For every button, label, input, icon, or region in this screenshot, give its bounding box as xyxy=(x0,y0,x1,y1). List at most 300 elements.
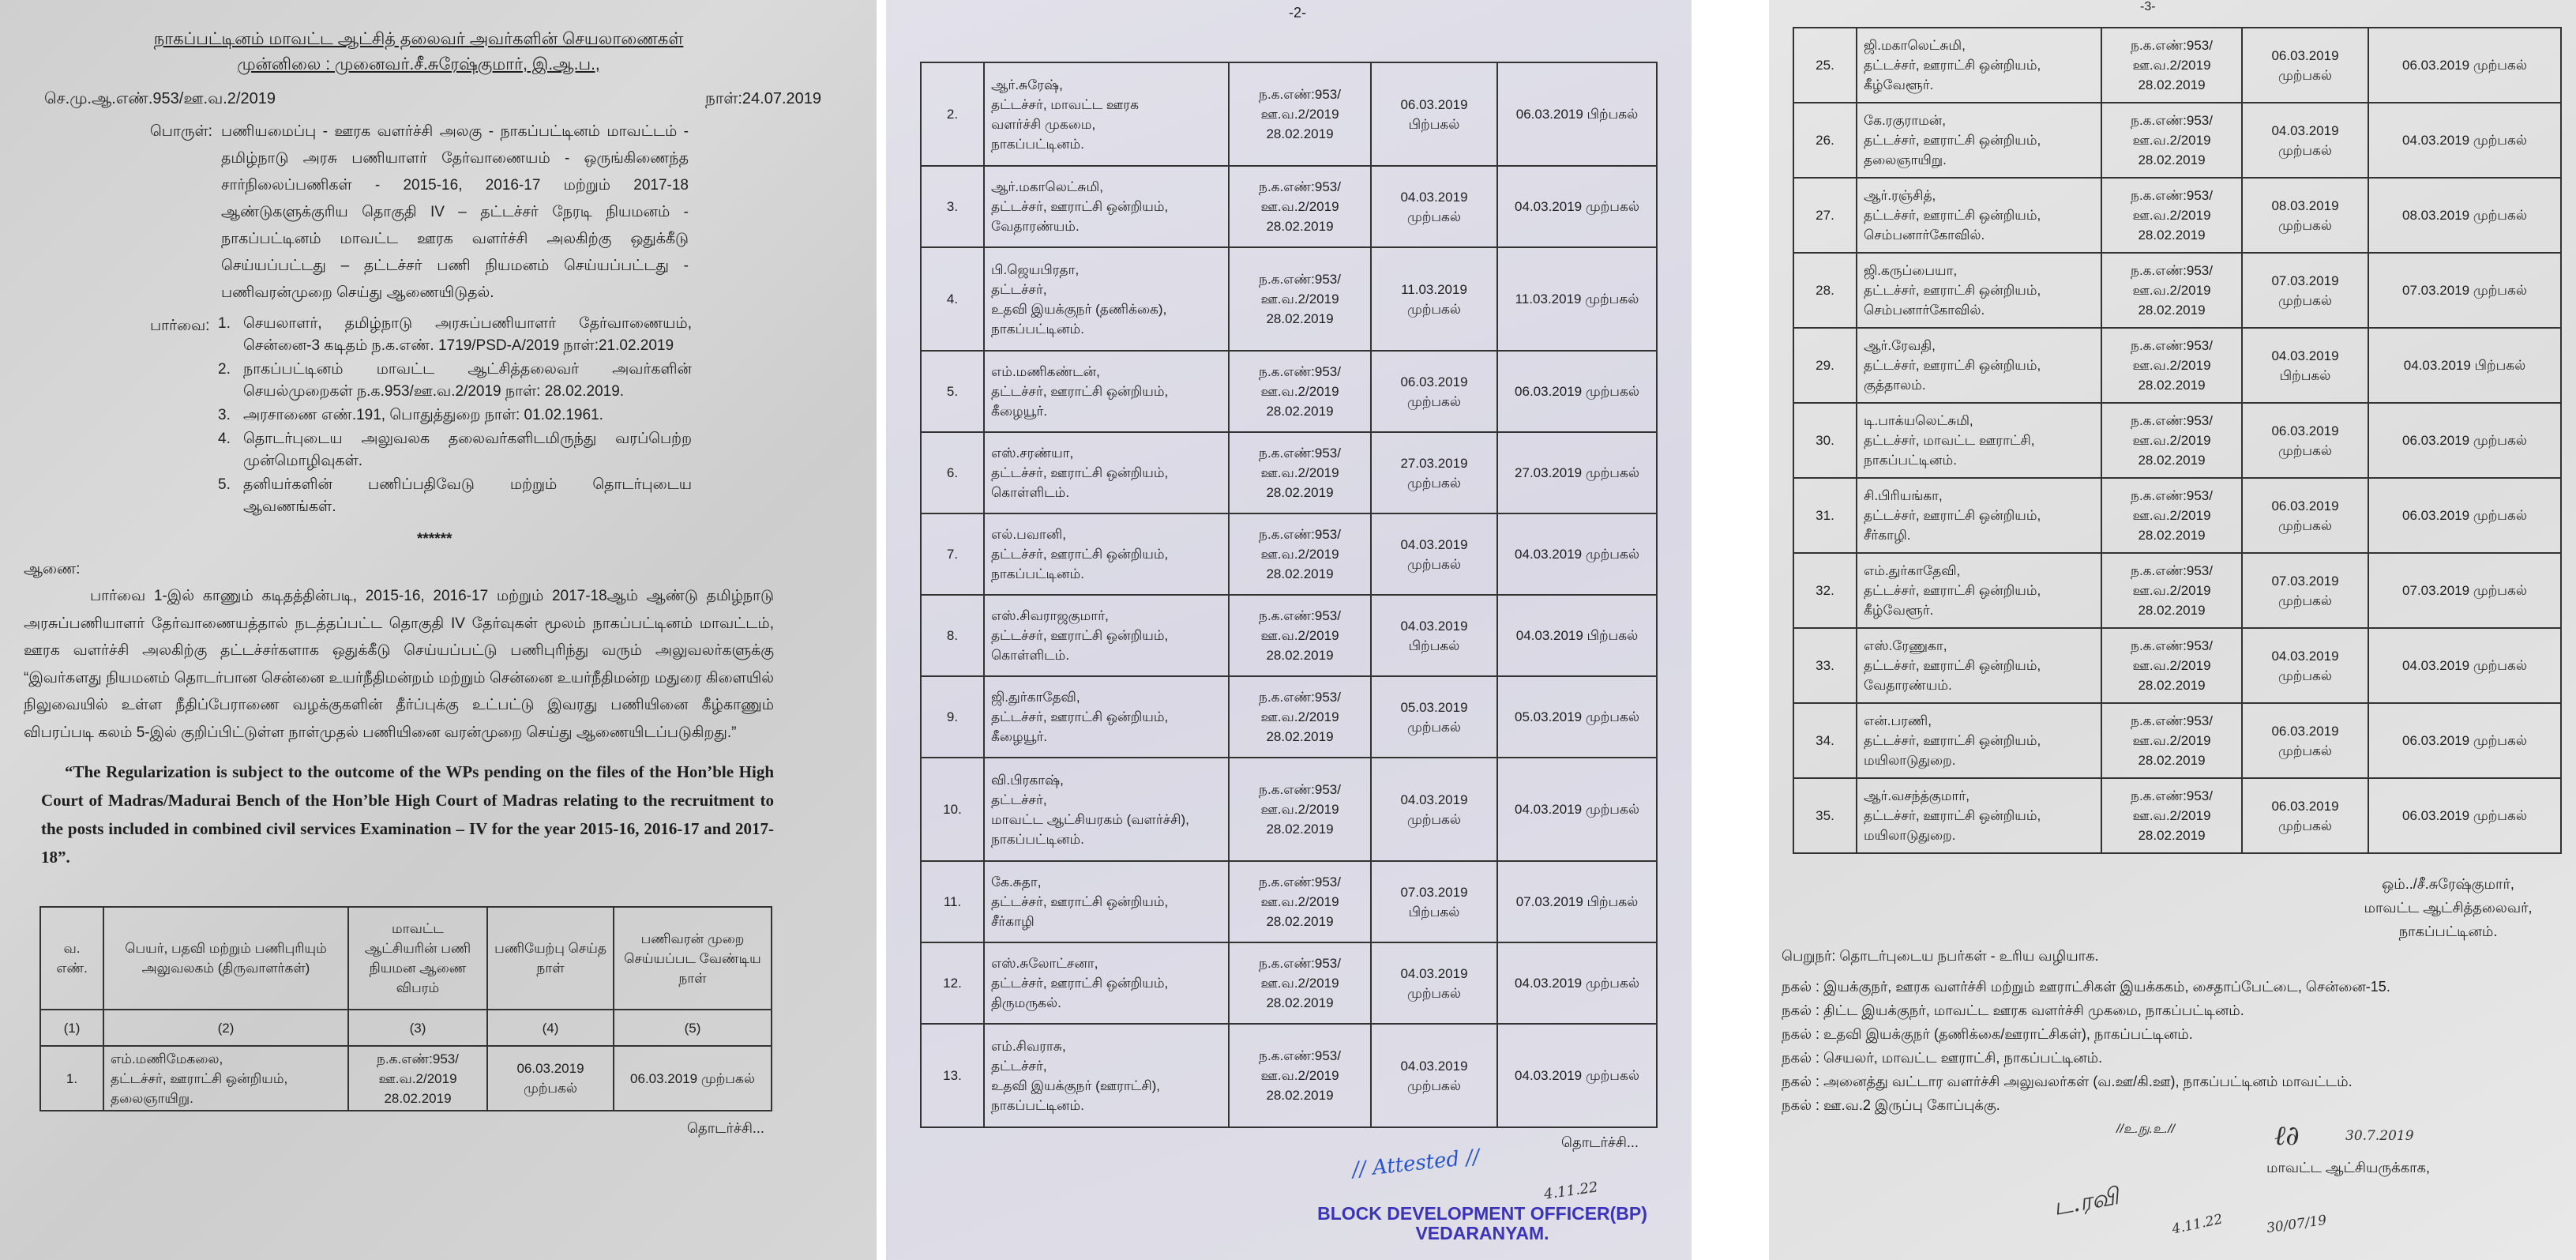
joining-date xyxy=(1371,247,1497,351)
employee-detail-line: கீழையூர். xyxy=(991,404,1048,419)
table-row xyxy=(921,351,1657,432)
order-line: ஊ.வ.2/2019 xyxy=(2132,808,2211,823)
serial-number: 5. xyxy=(921,351,984,432)
employee-detail-line: நாகப்பட்டினம். xyxy=(1864,453,1957,468)
order-line: ந.க.எண்:953/ xyxy=(2131,113,2213,128)
order-line: ஊ.வ.2/2019 xyxy=(2132,208,2211,223)
joining-date xyxy=(2242,703,2368,778)
proceedings-number: செ.மு.ஆ.எண்.953/ஊ.வ.2/2019 xyxy=(44,90,276,107)
employee-detail-line: ஆர்.வசந்த்குமார், xyxy=(1864,788,1970,803)
employee-details xyxy=(984,942,1229,1024)
regularization-date: 04.03.2019 பிற்பகல் xyxy=(2368,328,2561,403)
serial-number: 2. xyxy=(921,62,984,166)
document-title: நாகப்பட்டினம் மாவட்ட ஆட்சித் தலைவர் அவர்களின் செயலாணைகள் xyxy=(153,30,684,48)
table-row xyxy=(921,166,1657,247)
appointment-order xyxy=(2101,778,2242,853)
joining-date xyxy=(2242,328,2368,403)
joining-date xyxy=(2242,253,2368,328)
joining-line: 06.03.2019 xyxy=(2271,498,2339,513)
order-line: ஊ.வ.2/2019 xyxy=(2132,433,2211,448)
serial-number: 29. xyxy=(1793,328,1857,403)
subject-text: பணியமைப்பு - ஊரக வளர்ச்சி அலகு - நாகப்பட்டினம் மாவட்டம் - தமிழ்நாடு அரசு பணியாளர் தேர்வாணையம் - ஒருங்கிணைந்த சார்நிலைப்பணிகள் - 2015-16, 2016-17 மற்றும் 2017-18 ஆண்டுகளுக்குரிய தொகுதி IV – தட்டச்சர் நேரடி நியமனம் - நாகப்பட்டினம் மாவட்ட ஊரக வளர்ச்சி அலகிற்கு ஒதுக்கீடு செய்யப்பட்டது – தட்டச்சர் பணி நியமனம் செய்யப்பட்டது - பணிவரன்முறை செய்து ஆணையிடுதல். xyxy=(221,123,689,301)
joining-date xyxy=(1371,861,1497,942)
table-row xyxy=(1793,253,2561,328)
regularization-date: 11.03.2019 முற்பகல் xyxy=(1497,247,1657,351)
joining-line: 07.03.2019 xyxy=(1400,884,1468,900)
reference-text: தொடர்புடைய அலுவலக தலைவர்களிடமிருந்து வரப்பெற்ற முன்மொழிவுகள். xyxy=(243,431,692,469)
employee-detail-line: நாகப்பட்டினம். xyxy=(991,1097,1084,1113)
employee-detail-line: திருமருகல். xyxy=(991,995,1061,1010)
table-row xyxy=(1793,328,2561,403)
employee-detail-line: எஸ்.சுலோட்சனா, xyxy=(991,956,1098,971)
employee-detail-line: நாகப்பட்டினம். xyxy=(991,831,1084,847)
order-line: ஊ.வ.2/2019 xyxy=(378,1070,457,1086)
recipient-line: பெறுநர்: தொடர்புடைய நபர்கள் - உரிய வழியாக. xyxy=(1782,948,2099,964)
employee-detail-line: கீழ்வேளூர். xyxy=(1864,77,1934,92)
order-line: ந.க.எண்:953/ xyxy=(1259,272,1341,287)
joining-line: முற்பகல் xyxy=(2277,217,2333,233)
table-row xyxy=(921,62,1657,166)
employee-detail-line: தட்டச்சர், xyxy=(991,281,1047,297)
references-list xyxy=(218,313,692,520)
serial-number: 27. xyxy=(1793,178,1857,253)
employee-detail-line: ஆர்.மகாலெட்சுமி, xyxy=(991,179,1103,194)
initial-date: 4.11.22 xyxy=(2170,1211,2225,1238)
joining-line: 05.03.2019 xyxy=(1400,699,1468,715)
serial-number: 35. xyxy=(1793,778,1857,853)
order-line: 28.02.2019 xyxy=(2138,303,2206,318)
page-number: -2- xyxy=(1289,5,1306,21)
regularization-date: 07.03.2019 பிற்பகல் xyxy=(1497,861,1657,942)
employee-details xyxy=(1857,28,2101,103)
employee-detail-line: தட்டச்சர், மாவட்ட ஊராட்சி, xyxy=(1864,433,2035,448)
joining-date xyxy=(1371,676,1497,758)
joining-date xyxy=(1371,942,1497,1024)
appointment-order xyxy=(1229,432,1371,513)
header-regularize: பணிவரன் முறை செய்யப்பட வேண்டிய நாள் xyxy=(614,907,772,1010)
continued-label: தொடர்ச்சி... xyxy=(687,1120,764,1136)
employee-detail-line: நாகப்பட்டினம். xyxy=(991,136,1084,152)
order-line: ந.க.எண்:953/ xyxy=(1259,527,1341,542)
order-line: 28.02.2019 xyxy=(1266,648,1334,663)
order-line: ஊ.வ.2/2019 xyxy=(2132,133,2211,148)
order-line: ந.க.எண்:953/ xyxy=(1259,1048,1341,1063)
collector-signature: ℓ∂ xyxy=(2274,1120,2300,1152)
employee-detail-line: தட்டச்சர், ஊராட்சி ஒன்றியம், xyxy=(991,465,1169,480)
joining-line: 06.03.2019 xyxy=(516,1061,584,1076)
copy-to-item: நகல் : உதவி இயக்குநர் (தணிக்கை/ஊராட்சிகள்), நாகப்பட்டினம். xyxy=(1782,1026,2193,1042)
table-row xyxy=(921,432,1657,513)
reference-item xyxy=(218,359,692,403)
joining-line: 04.03.2019 xyxy=(2271,122,2339,138)
signatory-line: நாகப்பட்டினம். xyxy=(2398,923,2498,939)
order-line: ந.க.எண்:953/ xyxy=(2131,338,2213,353)
continued-label: தொடர்ச்சி... xyxy=(1561,1134,1639,1150)
employee-detail-line: தட்டச்சர், ஊராட்சி ஒன்றியம், xyxy=(1864,208,2041,223)
appointment-order xyxy=(2101,178,2242,253)
employee-detail-line: கீழையூர். xyxy=(991,729,1048,744)
regularization-date: 04.03.2019 முற்பகல் xyxy=(1497,942,1657,1024)
employee-detail-line: தட்டச்சர், ஊராட்சி ஒன்றியம், xyxy=(1864,733,2041,748)
regularization-date: 04.03.2019 முற்பகல் xyxy=(2368,628,2561,703)
regularization-date: 06.03.2019 முற்பகல் xyxy=(1497,351,1657,432)
appointment-order xyxy=(1229,1024,1371,1127)
copy-to-item: நகல் : திட்ட இயக்குநர், மாவட்ட ஊரக வளர்ச்சி முகமை, நாகப்பட்டினம். xyxy=(1782,1002,2244,1018)
order-line: 28.02.2019 xyxy=(1266,995,1334,1010)
order-line: ஊ.வ.2/2019 xyxy=(1260,107,1339,122)
serial-number: 26. xyxy=(1793,103,1857,178)
appointment-order xyxy=(1229,595,1371,676)
order-line: ந.க.எண்:953/ xyxy=(2131,413,2213,428)
page-1 xyxy=(0,0,877,1260)
table-header-row xyxy=(40,907,772,1010)
reference-number: 3. xyxy=(218,407,231,423)
header-serial: வ. எண். xyxy=(40,907,103,1010)
employee-details xyxy=(1857,253,2101,328)
table-row xyxy=(1793,778,2561,853)
serial-number: 12. xyxy=(921,942,984,1024)
regularization-date: 04.03.2019 முற்பகல் xyxy=(1497,1024,1657,1127)
order-line: ஊ.வ.2/2019 xyxy=(2132,658,2211,673)
signature-date: 30.7.2019 xyxy=(2345,1128,2414,1144)
table-row xyxy=(921,758,1657,861)
employee-detail-line: நாகப்பட்டினம். xyxy=(991,321,1084,337)
joining-date xyxy=(2242,103,2368,178)
regularization-date: 04.03.2019 பிற்பகல் xyxy=(1497,595,1657,676)
employee-detail-line: என்.பரணி, xyxy=(1864,713,1932,728)
regularization-date: 05.03.2019 முற்பகல் xyxy=(1497,676,1657,758)
joining-line: 07.03.2019 xyxy=(2271,273,2339,288)
initial-date: 30/07/19 xyxy=(2265,1212,2328,1237)
joining-line: முற்பகல் xyxy=(1406,811,1462,827)
serial-number: 31. xyxy=(1793,478,1857,553)
regularization-date: 06.03.2019 முற்பகல் xyxy=(2368,403,2561,478)
joining-date xyxy=(2242,628,2368,703)
appointment-order xyxy=(1229,351,1371,432)
employee-detail-line: மயிலாடுதுறை. xyxy=(1864,753,1956,768)
order-line: 28.02.2019 xyxy=(1266,566,1334,581)
joining-date xyxy=(1371,432,1497,513)
order-line: ஊ.வ.2/2019 xyxy=(1260,894,1339,909)
regularization-date: 08.03.2019 முற்பகல் xyxy=(2368,178,2561,253)
order-line: ந.க.எண்:953/ xyxy=(2131,488,2213,503)
appointment-order xyxy=(2101,403,2242,478)
joining-line: முற்பகல் xyxy=(1406,393,1462,409)
page-1-content xyxy=(0,27,837,1142)
employee-detail-line: ஜி.துர்காதேவி, xyxy=(991,690,1080,705)
appointment-order xyxy=(2101,328,2242,403)
employee-detail-line: எம்.மணிகண்டன், xyxy=(991,364,1100,379)
employee-details xyxy=(984,247,1229,351)
employee-detail-line: எல்.பவானி, xyxy=(991,527,1066,542)
employee-detail-line: பி.ஜெயபிரதா, xyxy=(991,261,1080,277)
employee-detail-line: தட்டச்சர், ஊராட்சி ஒன்றியம், xyxy=(1864,358,2041,373)
header-name: பெயர், பதவி மற்றும் பணிபுரியும் அலுவலகம் (திருவாளர்கள்) xyxy=(103,907,348,1010)
order-line: ஊ.வ.2/2019 xyxy=(1260,291,1339,307)
employee-details xyxy=(984,351,1229,432)
order-line: ஊ.வ.2/2019 xyxy=(1260,465,1339,480)
table-row xyxy=(1793,178,2561,253)
order-label: ஆணை: xyxy=(24,561,81,577)
order-line: 28.02.2019 xyxy=(2138,753,2206,768)
regularization-date: 06.03.2019 முற்பகல் xyxy=(614,1046,772,1111)
employee-detail-line: எம்.சிவராசு, xyxy=(991,1038,1066,1054)
regularization-date: 27.03.2019 முற்பகல் xyxy=(1497,432,1657,513)
page-2-content xyxy=(920,3,1662,1254)
order-line: ந.க.எண்:953/ xyxy=(1259,608,1341,623)
employee-detail-line: தலைஞாயிறு. xyxy=(111,1090,193,1106)
order-line: 28.02.2019 xyxy=(2138,528,2206,543)
order-line: ந.க.எண்:953/ xyxy=(2131,263,2213,278)
table-row xyxy=(1793,628,2561,703)
joining-date xyxy=(1371,1024,1497,1127)
attestation-area xyxy=(920,1145,1662,1254)
subject-block xyxy=(150,118,837,307)
serial-number: 1. xyxy=(40,1046,103,1111)
employee-detail-line: தட்டச்சர், ஊராட்சி ஒன்றியம், xyxy=(1864,133,2041,148)
employee-detail-line: தட்டச்சர், ஊராட்சி ஒன்றியம், xyxy=(1864,283,2041,298)
order-line: 28.02.2019 xyxy=(1266,126,1334,141)
appointment-order xyxy=(1229,513,1371,595)
joining-line: முற்பகல் xyxy=(1406,719,1462,735)
page-number: -3- xyxy=(2140,0,2156,13)
employee-details xyxy=(1857,103,2101,178)
joining-line: 06.03.2019 xyxy=(2271,798,2339,814)
joining-date xyxy=(1371,513,1497,595)
joining-line: முற்பகல் xyxy=(2277,743,2333,758)
order-line: ஊ.வ.2/2019 xyxy=(1260,802,1339,817)
order-line: ஊ.வ.2/2019 xyxy=(1260,709,1339,724)
order-line: ந.க.எண்:953/ xyxy=(2131,788,2213,803)
employee-details xyxy=(1857,478,2101,553)
copy-to-item: நகல் : செயலர், மாவட்ட ஊராட்சி, நாகப்பட்டினம். xyxy=(1782,1050,2103,1066)
joining-line: முற்பகல் xyxy=(1406,985,1462,1001)
employee-detail-line: தட்டச்சர், ஊராட்சி ஒன்றியம், xyxy=(991,199,1169,214)
order-line: ஊ.வ.2/2019 xyxy=(2132,733,2211,748)
employee-details xyxy=(1857,178,2101,253)
employee-detail-line: தட்டச்சர், ஊராட்சி ஒன்றியம், xyxy=(1864,658,2041,673)
regularization-date: 04.03.2019 முற்பகல் xyxy=(1497,758,1657,861)
order-line: ஊ.வ.2/2019 xyxy=(1260,976,1339,991)
order-line: 28.02.2019 xyxy=(1266,729,1334,744)
joining-line: 11.03.2019 xyxy=(1401,281,1467,297)
reference-text: தனியர்களின் பணிப்பதிவேடு மற்றும் தொடர்புடைய ஆவணங்கள். xyxy=(243,476,692,515)
appointment-order xyxy=(1229,861,1371,942)
order-line: ஊ.வ.2/2019 xyxy=(1260,199,1339,214)
serial-number: 8. xyxy=(921,595,984,676)
table-row xyxy=(1793,553,2561,628)
employee-details xyxy=(984,513,1229,595)
appointment-order xyxy=(348,1046,487,1111)
employee-details xyxy=(984,595,1229,676)
reference-number: 2. xyxy=(218,361,231,378)
employee-detail-line: கொள்ளிடம். xyxy=(991,485,1070,500)
serial-number: 25. xyxy=(1793,28,1857,103)
order-line: ந.க.எண்:953/ xyxy=(1259,364,1341,379)
order-line: 28.02.2019 xyxy=(2138,828,2206,843)
serial-number: 13. xyxy=(921,1024,984,1127)
regularization-date: 04.03.2019 முற்பகல் xyxy=(1497,513,1657,595)
table-row xyxy=(921,595,1657,676)
true-copy-mark: //உ.நு.உ.// xyxy=(2116,1123,2175,1136)
employee-detail-line: தட்டச்சர், ஊராட்சி ஒன்றியம், xyxy=(1864,583,2041,598)
table-row xyxy=(921,513,1657,595)
col-number: (1) xyxy=(40,1010,103,1046)
proceedings-date: நாள்:24.07.2019 xyxy=(705,90,821,107)
copy-to-item: நகல் : இயக்குநர், ஊரக வளர்ச்சி மற்றும் ஊராட்சிகள் இயக்ககம், சைதாப்பேட்டை, சென்னை-15. xyxy=(1782,979,2390,995)
employee-detail-line: வேதாரண்யம். xyxy=(991,219,1080,234)
table-row xyxy=(921,942,1657,1024)
order-line: ந.க.எண்:953/ xyxy=(1259,874,1341,890)
reference-item xyxy=(218,404,692,427)
employee-detail-line: தட்டச்சர், ஊராட்சி ஒன்றியம், xyxy=(991,628,1169,643)
serial-number: 30. xyxy=(1793,403,1857,478)
serial-number: 10. xyxy=(921,758,984,861)
joining-line: முற்பகல் xyxy=(2277,592,2333,608)
order-line: ந.க.எண்:953/ xyxy=(2131,638,2213,653)
regularization-date: 07.03.2019 முற்பகல் xyxy=(2368,253,2561,328)
signatory-line: மாவட்ட ஆட்சித்தலைவர், xyxy=(2364,900,2533,916)
joining-line: 04.03.2019 xyxy=(1400,1058,1468,1074)
employee-details xyxy=(984,62,1229,166)
employee-details xyxy=(1857,628,2101,703)
employee-detail-line: தட்டச்சர், மாவட்ட ஊரக xyxy=(991,96,1139,112)
reference-item xyxy=(218,313,692,357)
order-line: ஊ.வ.2/2019 xyxy=(1260,628,1339,643)
col-number: (3) xyxy=(348,1010,487,1046)
serial-number: 32. xyxy=(1793,553,1857,628)
serial-number: 28. xyxy=(1793,253,1857,328)
appointment-order xyxy=(2101,253,2242,328)
employee-detail-line: கீழ்வேளூர். xyxy=(1864,603,1934,618)
col-number: (5) xyxy=(614,1010,772,1046)
joining-date xyxy=(2242,28,2368,103)
regularization-date: 07.03.2019 முற்பகல் xyxy=(2368,553,2561,628)
regularization-note: “The Regularization is subject to the outcome of the WPs pending on the files of the Hon’ble High Court of Madras/Madurai Bench of the Hon’ble High Court of Madras relating to the recruitment to the posts included in combined civil services Examination – IV for the year 2015-16, 2016-17 and 2017-18”. xyxy=(41,762,774,867)
employee-detail-line: தட்டச்சர், ஊராட்சி ஒன்றியம், xyxy=(1864,508,2041,523)
employee-detail-line: ஆர்.ரேவதி, xyxy=(1864,338,1936,353)
table-row xyxy=(1793,478,2561,553)
header-joined: பணியேற்பு செய்த நாள் xyxy=(487,907,614,1010)
employee-detail-line: தட்டச்சர், xyxy=(991,792,1047,807)
appointment-order xyxy=(1229,62,1371,166)
reference-text: நாகப்பட்டினம் மாவட்ட ஆட்சித்தலைவர் அவர்களின் செயல்முறைகள் ந.க.953/ஊ.வ.2/2019 நாள்: 28.02.2019. xyxy=(243,361,692,400)
joining-line: 04.03.2019 xyxy=(2271,348,2339,363)
copy-to-item: நகல் : அனைத்து வட்டார வளர்ச்சி அலுவலர்கள் (வ.ஊ/கி.ஊ), நாகப்பட்டினம் மாவட்டம். xyxy=(1782,1074,2353,1089)
employee-details xyxy=(1857,328,2101,403)
initial-signature: ட.ரவி xyxy=(2051,1183,2121,1221)
table-row xyxy=(921,676,1657,758)
order-line: 28.02.2019 xyxy=(2138,603,2206,618)
table-row xyxy=(921,247,1657,351)
order-line: 28.02.2019 xyxy=(2138,378,2206,393)
joining-line: முற்பகல் xyxy=(2277,818,2333,833)
employee-detail-line: தட்டச்சர், ஊராட்சி ஒன்றியம், xyxy=(1864,58,2041,73)
employee-detail-line: எம்.துர்காதேவி, xyxy=(1864,563,1961,578)
employee-detail-line: வளர்ச்சி முகமை, xyxy=(991,116,1096,132)
joining-line: 04.03.2019 xyxy=(1400,536,1468,552)
bdo-stamp xyxy=(1297,1204,1668,1243)
employee-detail-line: தட்டச்சர், ஊராட்சி ஒன்றியம், xyxy=(111,1070,288,1086)
employee-detail-line: வி.பிரகாஷ், xyxy=(991,772,1064,788)
stamp-line: VEDARANYAM. xyxy=(1415,1223,1549,1243)
joining-line: முற்பகல் xyxy=(1406,475,1462,491)
order-line: 28.02.2019 xyxy=(2138,453,2206,468)
serial-number: 9. xyxy=(921,676,984,758)
employee-detail-line: தலைஞாயிறு. xyxy=(1864,152,1947,167)
joining-date xyxy=(1371,62,1497,166)
employee-detail-line: எஸ்.ரேணுகா, xyxy=(1864,638,1947,653)
order-line: ந.க.எண்:953/ xyxy=(1259,690,1341,705)
employee-details xyxy=(984,758,1229,861)
employee-detail-line: எம்.மணிமேகலை, xyxy=(111,1051,223,1066)
order-line: ஊ.வ.2/2019 xyxy=(2132,583,2211,598)
joining-line: 04.03.2019 xyxy=(1400,965,1468,981)
regularization-date: 04.03.2019 முற்பகல் xyxy=(2368,103,2561,178)
joining-date xyxy=(2242,403,2368,478)
employee-detail-line: ஜி.மகாலெட்சுமி, xyxy=(1864,38,1966,53)
order-line: ஊ.வ.2/2019 xyxy=(2132,358,2211,373)
page-2 xyxy=(886,0,1692,1260)
order-line: 28.02.2019 xyxy=(2138,228,2206,243)
reference-item xyxy=(218,474,692,518)
joining-date xyxy=(2242,478,2368,553)
employee-details xyxy=(1857,778,2101,853)
employee-details xyxy=(984,676,1229,758)
table-row xyxy=(1793,403,2561,478)
regularization-date: 06.03.2019 முற்பகல் xyxy=(2368,28,2561,103)
joining-line: பிற்பகல் xyxy=(2279,367,2331,383)
joining-line: 06.03.2019 xyxy=(1400,96,1468,112)
order-line: ந.க.எண்:953/ xyxy=(1259,446,1341,461)
employee-detail-line: வேதாரண்யம். xyxy=(1864,678,1952,693)
joining-line: 04.03.2019 xyxy=(2271,648,2339,664)
joining-date xyxy=(487,1046,614,1111)
appointment-table-continued xyxy=(1793,27,2562,854)
order-line: ந.க.எண்:953/ xyxy=(1259,87,1341,102)
order-line: 28.02.2019 xyxy=(2138,77,2206,92)
joining-line: 08.03.2019 xyxy=(2271,197,2339,213)
reference-number: 1. xyxy=(218,315,231,332)
order-line: ந.க.எண்:953/ xyxy=(1259,179,1341,194)
employee-details xyxy=(1857,703,2101,778)
joining-line: 06.03.2019 xyxy=(2271,423,2339,438)
employee-details xyxy=(984,1024,1229,1127)
order-line: 28.02.2019 xyxy=(1266,822,1334,837)
joining-date xyxy=(1371,758,1497,861)
appointment-order xyxy=(2101,628,2242,703)
joining-line: 27.03.2019 xyxy=(1400,455,1468,471)
order-line: ஊ.வ.2/2019 xyxy=(2132,508,2211,523)
employee-detail-line: நாகப்பட்டினம். xyxy=(991,566,1084,581)
employee-detail-line: தட்டச்சர், ஊராட்சி ஒன்றியம், xyxy=(1864,808,2041,823)
employee-detail-line: ஜி.கருப்பையா, xyxy=(1864,263,1958,278)
joining-line: முற்பகல் xyxy=(1406,556,1462,572)
attested-handwriting: // Attested // xyxy=(1350,1145,1481,1183)
appointment-table-continued xyxy=(920,62,1658,1128)
regularization-date: 06.03.2019 முற்பகல் xyxy=(2368,703,2561,778)
order-line: 28.02.2019 xyxy=(2138,678,2206,693)
order-line: ந.க.எண்:953/ xyxy=(377,1051,459,1066)
joining-line: முற்பகல் xyxy=(1406,301,1462,317)
joining-line: 04.03.2019 xyxy=(1400,189,1468,205)
page-3 xyxy=(1769,0,2576,1260)
employee-detail-line: குத்தாலம். xyxy=(1864,378,1926,393)
employee-detail-line: தட்டச்சர், ஊராட்சி ஒன்றியம், xyxy=(991,894,1169,909)
employee-detail-line: கே.ரகுராமன், xyxy=(1864,113,1947,128)
table-row xyxy=(1793,703,2561,778)
appointment-order xyxy=(2101,703,2242,778)
